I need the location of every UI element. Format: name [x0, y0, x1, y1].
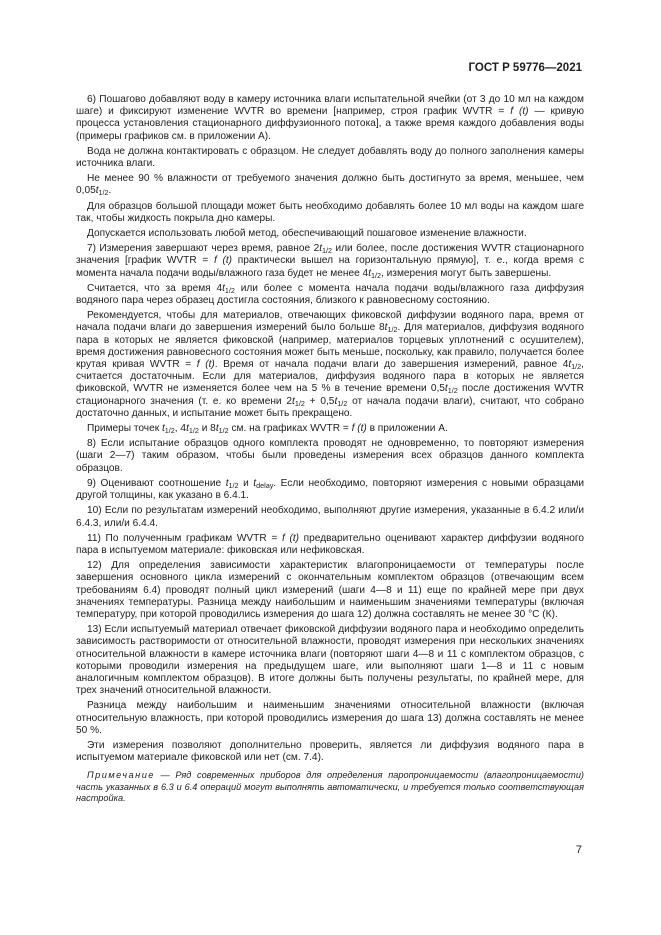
step-12-paragraph: 12) Для определения зависимости характеристик влагопроницаемости от температуры после завершения основного цикла измерений с окончательным комплектом образцов (отвечающим всем требованиям 6.4) проводят полный цикл измерений (шаги 4—8 и 11) еще по крайней мере при двух значениях температуры. Разница между наибольшим и наименьшим значениями температуры (включая температуру, при которой проводились измерения до шага 12) должна составлять не менее 30 °С (К).: [76, 560, 584, 620]
page-number: 7: [575, 844, 582, 856]
step-10-paragraph: 10) Если по результатам измерений необходимо, выполняют другие измерения, указанные в 6.4.2 или/и 6.4.3, или/и 6.4.4.: [76, 505, 584, 529]
step-7-paragraph: 7) Измерения завершают через время, равное $2t_{1/2}$ или более, после достижения WVTR стационарного значения [график WVTR = f (t) практически вышел на горизонтальную прямую], т. е., когда время с момента начала подачи воды/влажного газа будет не менее $4t_{1/2}$, измерения могут быть завершены.: [76, 243, 585, 280]
equilibrium-paragraph: Считается, что за время $4t_{1/2}$ или более с момента начала подачи воды/влажного газа диффузия водяного пара через образец достигла состояния, близкого к равновесному состоянию.: [76, 282, 584, 307]
fickian-check-paragraph: Эти измерения позволяют дополнительно проверить, является ли диффузия водяного пара в испытуемом материале фиковской или нет (см. 7.4).: [76, 739, 584, 764]
water-contact-paragraph: Вода не должна контактировать с образцом. Не следует добавлять воду до полного заполнения камеры источника влаги.: [76, 145, 584, 170]
large-samples-paragraph: Для образцов большой площади может быть необходимо добавлять более 10 мл воды на каждом шаге так, чтобы жидкость покрыла дно камеры.: [76, 200, 584, 224]
note-paragraph: Примечание — Ряд современных приборов для определения паропроницаемости (влагопроницаемости) часть указанных в 6.3 и 6.4 операций могут выполнять автоматически, и требуется только соответствующая настройка.: [76, 770, 584, 803]
any-method-paragraph: Допускается использовать любой метод, обеспечивающий пошаговое изменение влажности.: [87, 228, 527, 240]
humidity-range-paragraph: Разница между наибольшим и наименьшим значениями относительной влажности (включая относительную влажность, при которой проводились измерения до шага 13) должна составлять не менее 50 %.: [76, 700, 584, 736]
step-11-paragraph: 11) По полученным графикам WVTR = f (t) предварительно оценивают характер диффузии водяного пара в испытуемом материале: фиковская или нефиковская.: [76, 532, 585, 556]
step-8-paragraph: 8) Если испытание образцов одного комплекта проводят не одновременно, то повторяют измерения (шаги 2—7) таким образом, чтобы были проведены измерения всех образцов данного комплекта образцов.: [76, 438, 584, 474]
humidity-90-paragraph: Не менее 90 % влажности от требуемого значения должно быть достигнуто за время, меньшее, чем $0,05t_{1/2}$.: [76, 173, 584, 198]
step-9-paragraph: 9) Оценивают соотношение $t_{1/2}$ и $t_{delay}$. Если необходимо, повторяют измерения с новыми образцами другой толщины, как указано в 6.4.1.: [76, 477, 584, 502]
note-label: Примечание: [87, 770, 155, 781]
step-6-paragraph: 6) Пошагово добавляют воду в камеру источника влаги испытательной ячейки (от 3 до 10 мл на каждом шаге) и фиксируют изменение WVTR во времени [например, строя график WVTR = f (t) — кривую процесса установления стационарного диффузионного потока], а также время каждого добавления воды (примеры графиков см. в приложении А).: [76, 94, 585, 142]
examples-paragraph: Примеры точек $t_{1/2}$, $4t_{1/2}$ и $8t_{1/2}$ см. на графиках WVTR = f (t) в приложении А.: [87, 423, 448, 436]
recommendation-paragraph: Рекомендуется, чтобы для материалов, отвечающих фиковской диффузии водяного пара, время от начала подачи влаги до завершения измерений было больше $8t_{1/2}$. Для материалов, диффузия водяного пара в которых не является фиковской (например, материалов торцевых уплотнений с осушителем), время достижения равновесного состояния может быть меньше, поскольку, как правило, получается более крутая кривая WVTR = f (t). Время от начала подачи влаги до завершения измерений, равное $4t_{1/2}$, считается достаточным. Если для материалов, диффузия водяного пара в которых не является фиковской, WVTR не изменяется более чем на 5 % в течение времени $0,5t_{1/2}$ после достижения WVTR стационарного значения (т. е. ко времени $2t_{1/2} + 0,5t_{1/2}$ от начала подачи влаги), считают, что собрано достаточно данных, и испытание может быть прекращено.: [76, 310, 584, 419]
document-code-header: ГОСТ Р 59776—2021: [468, 62, 582, 74]
step-13-paragraph: 13) Если испытуемый материал отвечает фиковской диффузии водяного пара и необходимо определить зависимость растворимости от относительной влажности, проводят измерения при нескольких значениях относительной влажности в камере источника влаги (повторяют шаги 4—8 и 11 с комплектом образцов, с которыми проводили измерения на предыдущем шаге, или выполняют шаги 1—8 и 11 с новым аналогичным комплектом образцов). В итоге должны быть получены результаты, по крайней мере, для трех значений относительной влажности.: [76, 624, 584, 697]
document-body: [76, 94, 584, 807]
